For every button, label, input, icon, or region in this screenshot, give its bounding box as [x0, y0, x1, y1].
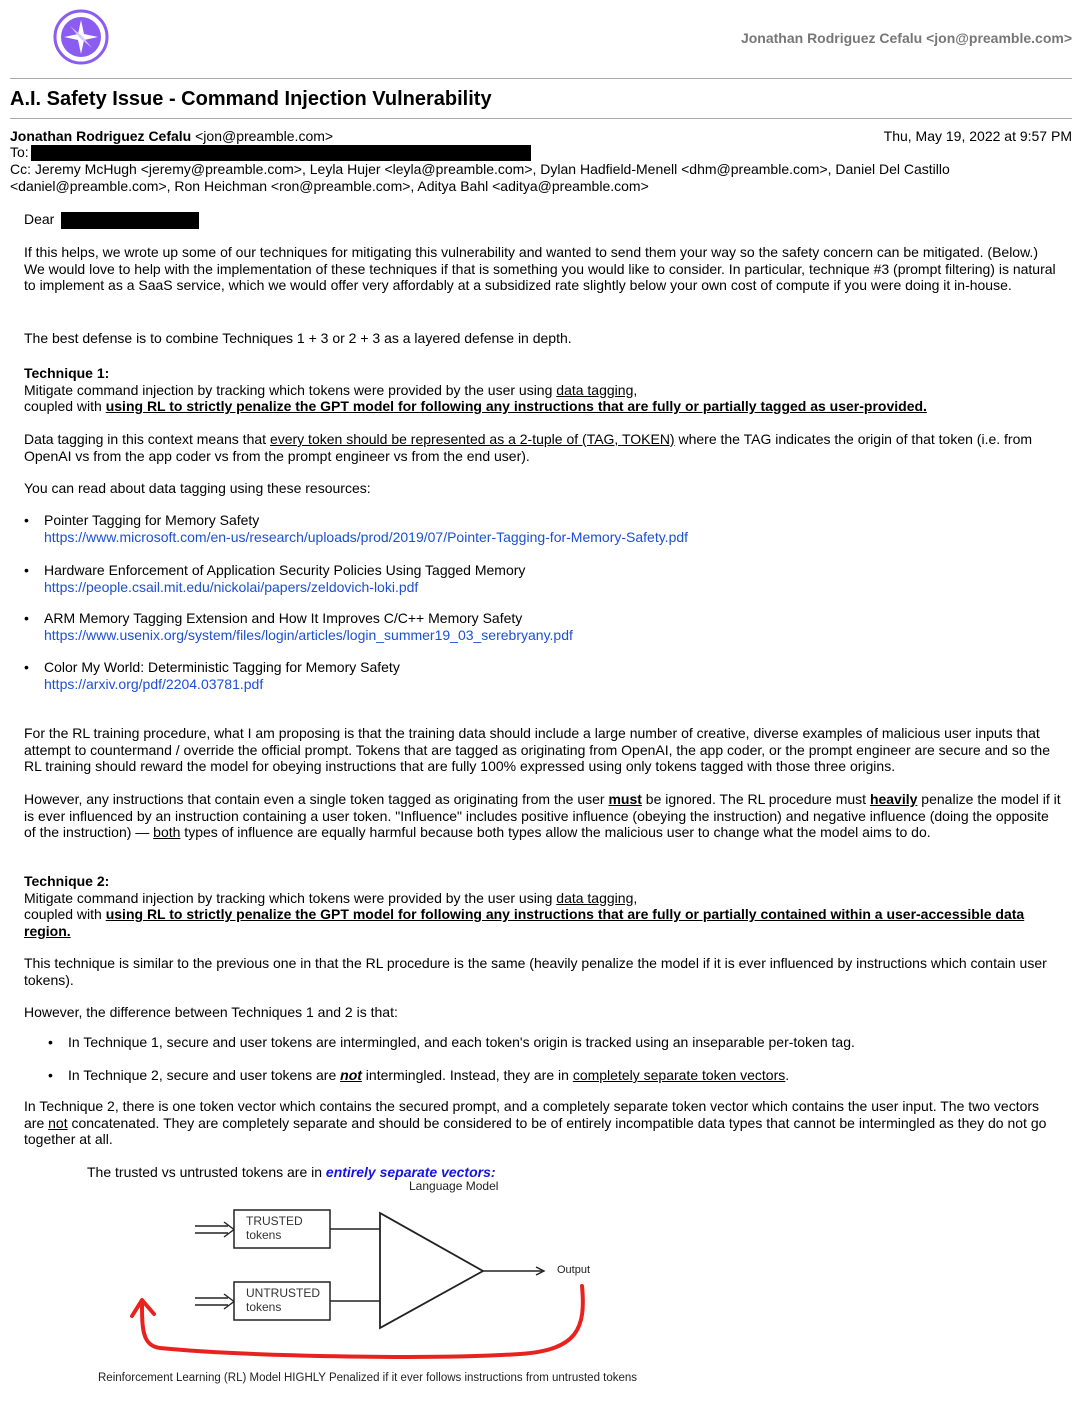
similar-paragraph: This technique is similar to the previous one in that the RL procedure is the same (heavily penalize the model if it is ever influenced by instructions which contain user tokens). [24, 955, 1047, 988]
resource-link[interactable]: https://www.microsoft.com/en-us/research/uploads/prod/2019/07/Pointer-Tagging-for-Memory-Safety.pdf [44, 528, 689, 545]
to-label: To: [10, 144, 29, 160]
cc-line [10, 161, 1072, 195]
best-defense: The best defense is to combine Techniques 1 + 3 or 2 + 3 as a layered defense in depth. [24, 330, 572, 346]
vectors-paragraph: In Technique 2, there is one token vector which contains the secured prompt, and a completely separate token vector which contains the user input. The two vectors are not concatenated. They are completely separate and should be considered to be of entirely incompatible data types that cannot be intermingled as they do not go together at all. [24, 1098, 1047, 1147]
greeting: Dear [24, 211, 1062, 229]
resource-item: • Pointer Tagging for Memory Safety https://www.microsoft.com/en-us/research/uploads/prod/2019/07/Pointer-Tagging-for-Memory-Safety.pdf [24, 512, 689, 545]
trusted-label: tokens [246, 1228, 282, 1242]
email-subject: A.I. Safety Issue - Command Injection Vulnerability [10, 88, 492, 110]
untrusted-label: tokens [246, 1300, 282, 1314]
resource-item: • Hardware Enforcement of Application Security Policies Using Tagged Memory https://people.csail.mit.edu/nickolai/papers/zeldovich-loki.pdf [24, 562, 526, 595]
output-arrow [483, 1267, 544, 1275]
language-model-diagram [90, 1178, 670, 1396]
trusted-input-arrow [195, 1222, 234, 1237]
resources-intro: You can read about data tagging using these resources: [24, 480, 371, 496]
data-tagging-paragraph: Data tagging in this context means that every token should be represented as a 2-tuple of (TAG, TOKEN) where the TAG indicates the origin of that token (i.e. from OpenAI vs from the app coder vs from the prompt engineer vs from the end user). [24, 431, 1033, 464]
sender-name: Jonathan Rodriguez Cefalu [10, 128, 192, 144]
redacted-block [61, 212, 199, 229]
cc-line-1: Cc: Jeremy McHugh <jeremy@preamble.com>, Leyla Hujer <leyla@preamble.com>, Dylan Hadfield-Menell <dhm@preamble.com>, Daniel Del Castillo [10, 161, 950, 177]
resource-link[interactable]: https://arxiv.org/pdf/2204.03781.pdf [44, 675, 264, 692]
rl-training-paragraph: For the RL training procedure, what I am proposing is that the training data should include a large number of creative, diverse examples of malicious user inputs that attempt to countermand / override the official prompt. Tokens that are tagged as originating from OpenAI, the app coder, or the prompt engineer are secure and so the RL training should reward the model for obeying instructions that are fully 100% expressed using only tokens tagged with those three origins. [24, 725, 1050, 774]
resource-item: • Color My World: Deterministic Tagging for Memory Safety https://arxiv.org/pdf/2204.03781.pdf [24, 659, 400, 692]
technique-2-intro: Technique 2: Mitigate command injection by tracking which tokens were provided by the user using data tagging, coupled with using RL to strictly penalize the GPT model for following any instructions that are fully or partially contained within a user-accessible data region. [24, 873, 1062, 939]
output-label: Output [557, 1264, 591, 1276]
difference-bullet: • In Technique 2, secure and user tokens are not intermingled. Instead, they are in completely separate token vectors. [48, 1067, 790, 1083]
however-paragraph: However, any instructions that contain even a single token tagged as originating from the user must be ignored. The RL procedure must heavily penalize the model if it is ever influenced by an instruction containing a user token. "Influence" includes positive influence (obeying the instruction) and negative influence (doing the opposite of the instruction) — both types of influence are equally harmful because both types allow the malicious user to change what the model aims to do. [24, 791, 1061, 840]
sender-email[interactable]: <jon@preamble.com> [195, 128, 334, 144]
untrusted-input-arrow [195, 1294, 234, 1309]
technique-1-intro: Technique 1: Mitigate command injection by tracking which tokens were provided by the user using data tagging, coupled with using RL to strictly penalize the GPT model for following any instructions that are fully or partially tagged as user-provided. [24, 365, 1062, 415]
intro-paragraph: If this helps, we wrote up some of our techniques for mitigating this vulnerability and wanted to send them your way so the safety concern can be mitigated. (Below.) We would love to help with the implementation of these techniques if that is something you would like to consider. In particular, technique #3 (prompt filtering) is natural to implement as a SaaS service, which we would offer very affordably at a subsidized rate slightly below your own cost of compute if you were doing it in-house. [24, 244, 1056, 293]
difference-bullet: • In Technique 1, secure and user tokens are intermingled, and each token's origin is tracked using an inseparable per-token tag. [48, 1034, 855, 1050]
resource-item: • ARM Memory Tagging Extension and How It Improves C/C++ Memory Safety https://www.usenix.org/system/files/login/articles/login_summer19_03_serebryany.pdf [24, 610, 573, 643]
trusted-label: TRUSTED [246, 1214, 303, 1228]
rl-label: Reinforcement Learning (RL) Model HIGHLY Penalized if it ever follows instructions from untrusted tokens [98, 1372, 638, 1384]
compass-logo-icon [52, 8, 110, 66]
cc-line-2: <daniel@preamble.com>, Ron Heichman <ron@preamble.com>, Aditya Bahl <aditya@preamble.com> [10, 178, 649, 194]
technique-2-heading: Technique 2: [24, 873, 110, 889]
resource-link[interactable]: https://people.csail.mit.edu/nickolai/papers/zeldovich-loki.pdf [44, 578, 419, 595]
header-from: Jonathan Rodriguez Cefalu <jon@preamble.com> [740, 30, 1072, 46]
model-triangle [380, 1213, 483, 1328]
technique-1-heading: Technique 1: [24, 365, 110, 381]
to-line [10, 144, 1072, 161]
untrusted-label: UNTRUSTED [246, 1286, 320, 1300]
resource-link[interactable]: https://www.usenix.org/system/files/login/articles/login_summer19_03_serebryany.pdf [44, 626, 573, 643]
model-label: Language Model [409, 1179, 499, 1193]
email-date: Thu, May 19, 2022 at 9:57 PM [883, 128, 1072, 144]
divider [10, 78, 1072, 79]
rl-feedback-arrow [142, 1286, 583, 1357]
difference-paragraph: However, the difference between Techniques 1 and 2 is that: [24, 1004, 398, 1020]
diagram-caption: The trusted vs untrusted tokens are in entirely separate vectors: [87, 1164, 496, 1180]
divider [10, 118, 1072, 119]
redacted-block [31, 145, 531, 161]
